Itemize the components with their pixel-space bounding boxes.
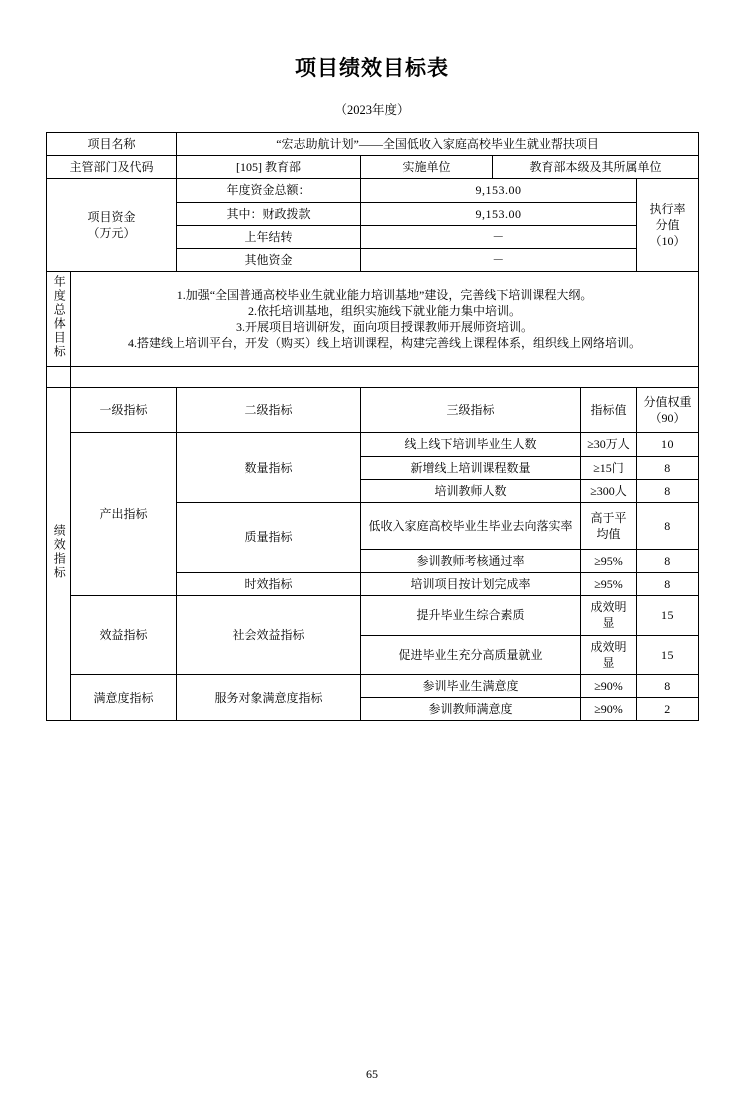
- fund-row-value: －: [361, 248, 637, 271]
- indicator-side-label: 绩效指标: [47, 388, 71, 721]
- table-row-spacer: [47, 367, 699, 388]
- header-level2: 二级指标: [177, 388, 361, 433]
- indicator-level3: 参训毕业生满意度: [361, 675, 581, 698]
- indicator-level3: 培训项目按计划完成率: [361, 573, 581, 596]
- document-page: [0, 52, 744, 1104]
- indicator-value: ≥95%: [581, 549, 637, 572]
- indicator-level3: 提升毕业生综合素质: [361, 596, 581, 635]
- fund-row-name: 年度资金总额：: [177, 179, 361, 202]
- indicator-value: ≥300人: [581, 479, 637, 502]
- table-row-department: [47, 156, 699, 179]
- indicator-weight: 8: [637, 479, 699, 502]
- indicator-value: ≥95%: [581, 573, 637, 596]
- indicator-level3: 线上线下培训毕业生人数: [361, 433, 581, 456]
- indicator-level3: 培训教师人数: [361, 479, 581, 502]
- indicator-level3: 新增线上培训课程数量: [361, 456, 581, 479]
- indicator-level3: 促进毕业生充分高质量就业: [361, 635, 581, 674]
- table-row-indicator: [47, 596, 699, 635]
- indicator-value: ≥90%: [581, 675, 637, 698]
- performance-target-table: [46, 132, 699, 721]
- fund-row-value: 9,153.00: [361, 202, 637, 225]
- fund-row-value: －: [361, 225, 637, 248]
- implementing-unit-value: 教育部本级及其所属单位: [493, 156, 699, 179]
- spacer-cell: [47, 367, 71, 388]
- indicator-level3: 参训教师考核通过率: [361, 549, 581, 572]
- department-label: 主管部门及代码: [47, 156, 177, 179]
- indicator-weight: 15: [637, 635, 699, 674]
- indicator-weight: 8: [637, 502, 699, 549]
- indicator-level2: 时效指标: [177, 573, 361, 596]
- indicator-level2: 社会效益指标: [177, 596, 361, 675]
- annual-goal-line: 1.加强“全国普通高校毕业生就业能力培训基地”建设，完善线下培训课程大纲。: [176, 287, 593, 302]
- annual-goal-content: [71, 272, 699, 367]
- indicator-level3: 参训教师满意度: [361, 698, 581, 721]
- page-number: 65: [366, 1067, 378, 1081]
- indicator-level2: 服务对象满意度指标: [177, 675, 361, 721]
- table-row-annual-goal: [47, 272, 699, 367]
- indicator-value: ≥90%: [581, 698, 637, 721]
- table-row-indicator: [47, 433, 699, 456]
- project-funds-label: 项目资金 （万元）: [47, 179, 177, 272]
- indicator-weight: 15: [637, 596, 699, 635]
- indicator-weight: 8: [637, 675, 699, 698]
- header-level3: 三级指标: [361, 388, 581, 433]
- annual-goal-line: 3.开展项目培训研发，面向项目授课教师开展师资培训。: [236, 320, 534, 335]
- project-name-value: “宏志助航计划”——全国低收入家庭高校毕业生就业帮扶项目: [177, 133, 699, 156]
- indicator-value: 高于平均值: [581, 502, 637, 549]
- fund-row-name: 其他资金: [177, 248, 361, 271]
- indicator-value: 成效明显: [581, 635, 637, 674]
- indicator-weight: 8: [637, 549, 699, 572]
- fund-row-name: 上年结转: [177, 225, 361, 248]
- table-row-indicator-header: [47, 388, 699, 433]
- header-value: 指标值: [581, 388, 637, 433]
- indicator-value: 成效明显: [581, 596, 637, 635]
- indicator-weight: 2: [637, 698, 699, 721]
- annual-goal-label: 年度总体目标: [47, 272, 71, 367]
- indicator-level1: 效益指标: [71, 596, 177, 675]
- page-title: 项目绩效目标表: [295, 56, 449, 80]
- indicator-value: ≥30万人: [581, 433, 637, 456]
- spacer-cell: [71, 367, 699, 388]
- table-row-project-name: [47, 133, 699, 156]
- indicator-level1: 满意度指标: [71, 675, 177, 721]
- indicator-level3: 低收入家庭高校毕业生毕业去向落实率: [361, 502, 581, 549]
- execution-rate-label: 执行率 分值 （10）: [637, 179, 699, 272]
- indicator-weight: 8: [637, 456, 699, 479]
- indicator-value: ≥15门: [581, 456, 637, 479]
- fund-row-name: 其中：财政拨款: [177, 202, 361, 225]
- annual-goal-line: 2.依托培训基地，组织实施线下就业能力集中培训。: [248, 304, 522, 319]
- indicator-level1: 产出指标: [71, 433, 177, 596]
- page-subtitle: （2023年度）: [334, 103, 410, 117]
- table-row-fund-total: [47, 179, 699, 202]
- fund-row-value: 9,153.00: [361, 179, 637, 202]
- annual-goal-line: 4.搭建线上培训平台，开发（购买）线上培训课程，构建完善线上课程体系，组织线上网络培训。: [128, 336, 642, 351]
- implementing-unit-label: 实施单位: [361, 156, 493, 179]
- indicator-level2: 质量指标: [177, 502, 361, 572]
- project-name-label: 项目名称: [47, 133, 177, 156]
- table-row-indicator: [47, 675, 699, 698]
- header-level1: 一级指标: [71, 388, 177, 433]
- indicator-level2: 数量指标: [177, 433, 361, 503]
- header-weight: 分值权重 （90）: [637, 388, 699, 433]
- indicator-weight: 8: [637, 573, 699, 596]
- department-value: [105] 教育部: [177, 156, 361, 179]
- indicator-weight: 10: [637, 433, 699, 456]
